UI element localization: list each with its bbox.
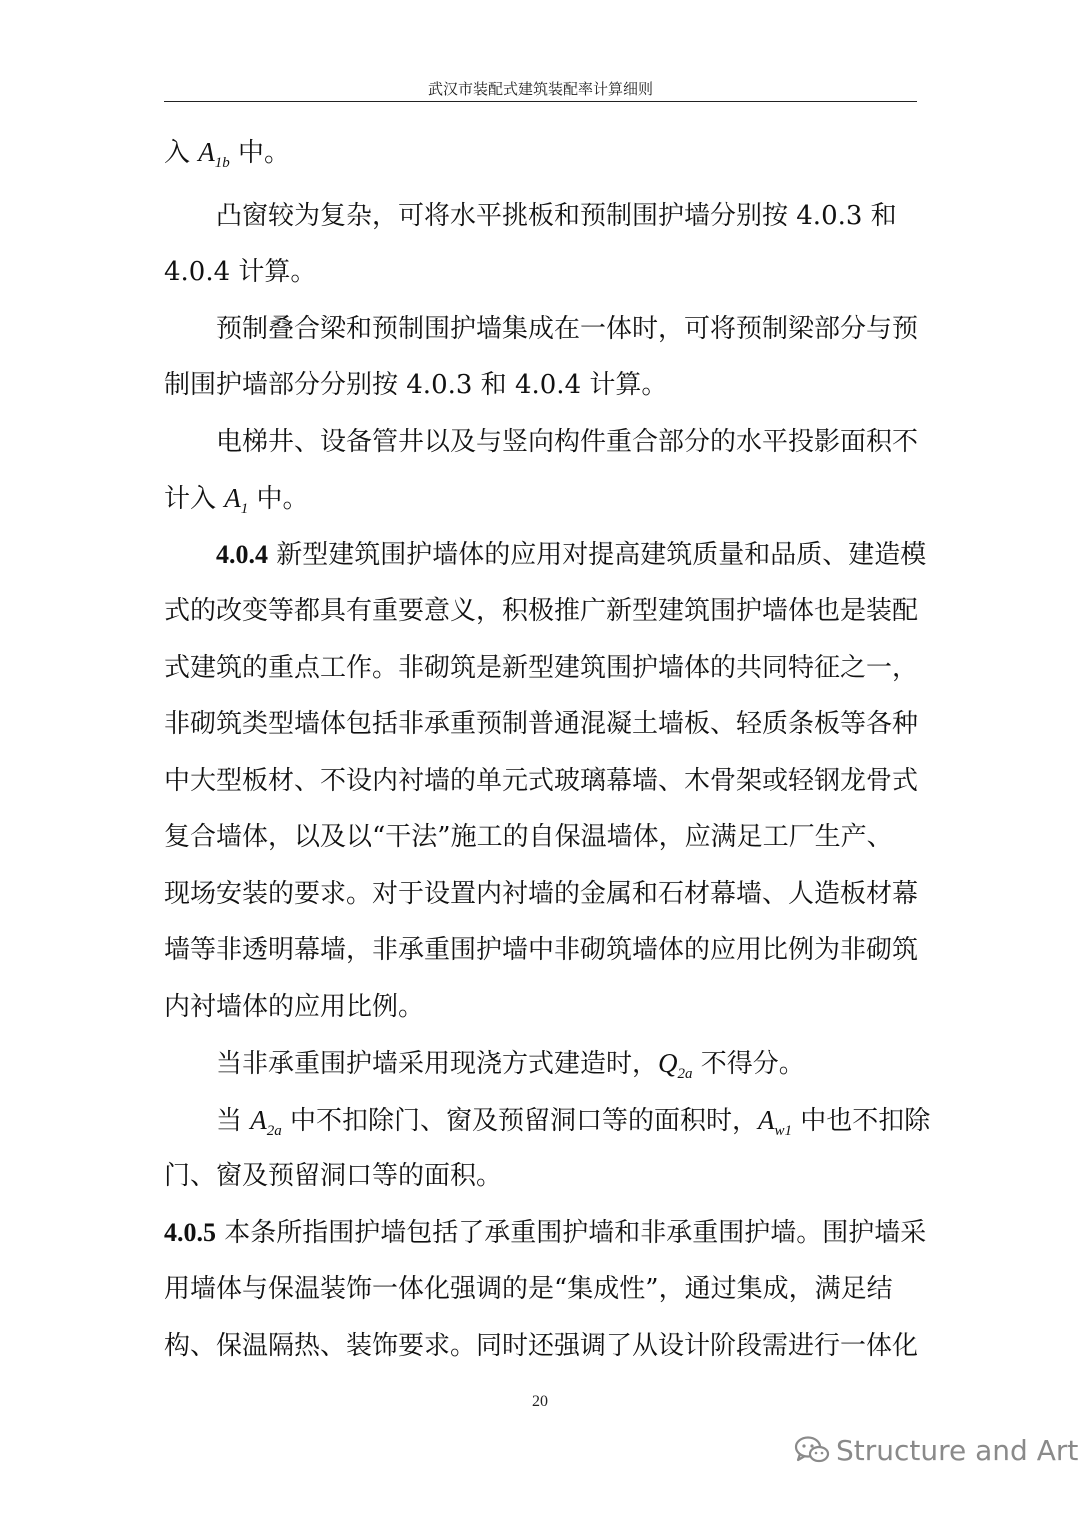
text-line: 内衬墙体的应用比例。 [164, 992, 425, 1022]
text-span: 新型建筑围护墙体的应用对提高建筑质量和品质、建造模 [268, 540, 927, 570]
text-line [164, 478, 309, 529]
header-rule [164, 101, 917, 102]
text-span: 中。 [229, 138, 291, 168]
text-line: 用墙体与保温装饰一体化强调的是“集成性”，通过集成，满足结 [164, 1274, 893, 1304]
text-span: 不得分。 [692, 1049, 805, 1079]
math-symbol: $A_1$ [224, 483, 249, 517]
text-line: 墙等非透明幕墙，非承重围护墙中非砌筑墙体的应用比例为非砌筑 [164, 935, 919, 965]
text-line: 现场安装的要求。对于设置内衬墙的金属和石材幕墙、人造板材幕 [164, 879, 919, 909]
text-line: 门、窗及预留洞口等的面积。 [164, 1161, 503, 1191]
text-line: 式建筑的重点工作。非砌筑是新型建筑围护墙体的共同特征之一， [164, 653, 919, 683]
math-symbol: $Q_{2a}$ [658, 1048, 693, 1082]
wechat-icon [794, 1435, 830, 1465]
text-line [164, 1213, 926, 1253]
text-line: 凸窗较为复杂，可将水平挑板和预制围护墙分别按 4.0.3 和 [216, 201, 897, 231]
text-line: 式的改变等都具有重要意义，积极推广新型建筑围护墙体也是装配 [164, 596, 919, 626]
text-span: 中也不扣除 [792, 1106, 931, 1136]
text-line [164, 132, 290, 183]
text-line [216, 535, 926, 575]
text-span: 中。 [248, 484, 309, 514]
math-symbol: $A_{1b}$ [198, 137, 230, 171]
text-span: 计入 [164, 484, 225, 514]
text-line: 中大型板材、不设内衬墙的单元式玻璃幕墙、木骨架或轻钢龙骨式 [164, 766, 919, 796]
text-line: 制围护墙部分分别按 4.0.3 和 4.0.4 计算。 [164, 370, 668, 400]
text-line: 电梯井、设备管井以及与竖向构件重合部分的水平投影面积不 [216, 427, 919, 457]
text-span: 当非承重围护墙采用现浇方式建造时， [216, 1049, 659, 1079]
text-line [216, 1100, 930, 1151]
watermark [794, 1428, 1078, 1472]
clause-number: 4.0.5 [164, 1218, 216, 1247]
math-symbol: $A_{w1}$ [758, 1105, 793, 1139]
text-line: 复合墙体，以及以“干法”施工的自保温墙体，应满足工厂生产、 [164, 822, 893, 852]
text-line [216, 1043, 805, 1094]
text-line: 预制叠合梁和预制围护墙集成在一体时，可将预制梁部分与预 [216, 314, 919, 344]
math-symbol: $A_{2a}$ [250, 1105, 282, 1139]
text-span: 入 [164, 138, 199, 168]
text-span: 中不扣除门、窗及预留洞口等的面积时， [281, 1106, 759, 1136]
text-span: 当 [216, 1106, 251, 1136]
running-header: 武汉市装配式建筑装配率计算细则 [427, 80, 653, 98]
clause-number: 4.0.4 [216, 540, 268, 569]
text-line: 非砌筑类型墙体包括非承重预制普通混凝土墙板、轻质条板等各种 [164, 709, 919, 739]
text-line: 4.0.4 计算。 [164, 257, 317, 287]
watermark-text: Structure and Art [836, 1433, 1079, 1467]
page-number: 20 [532, 1393, 548, 1410]
text-span: 本条所指围护墙包括了承重围护墙和非承重围护墙。围护墙采 [216, 1218, 927, 1248]
text-line: 构、保温隔热、装饰要求。同时还强调了从设计阶段需进行一体化 [164, 1331, 919, 1361]
